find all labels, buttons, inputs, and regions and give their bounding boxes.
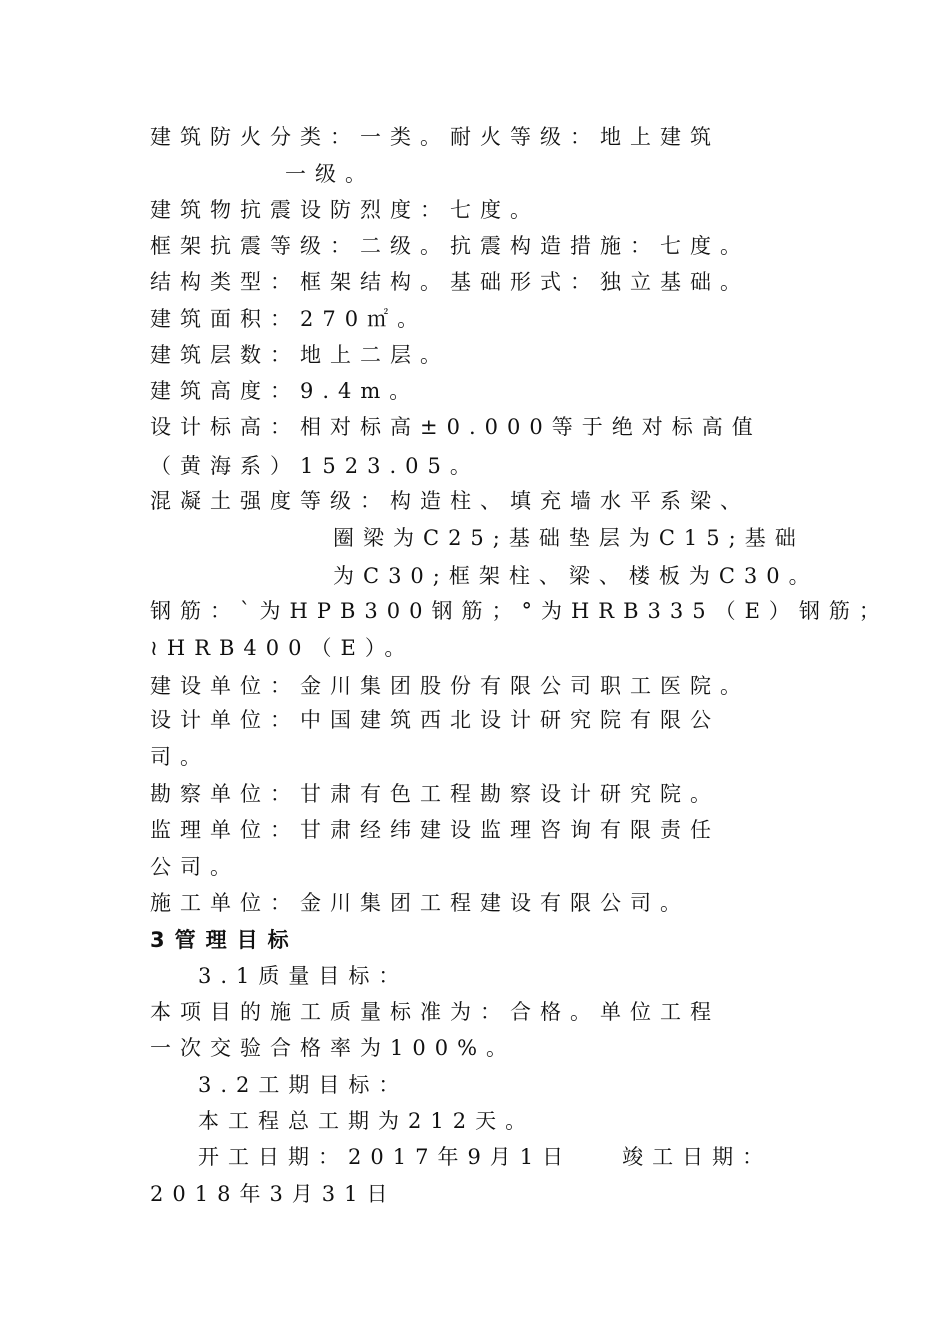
schedule-start-date: 开工日期：2017年9月1日: [198, 1145, 573, 1169]
schedule-target-title: 3.2工期目标：: [198, 1073, 409, 1097]
text-line-structure-type: 结构类型：框架结构。基础形式：独立基础。: [150, 270, 750, 294]
text-line-concrete-grade: 混凝土强度等级：构造柱、填充墙水平系梁、: [150, 489, 750, 513]
text-line-rebar: 钢筋：`为HPB300钢筋；°为HRB335（E）钢筋；: [150, 599, 889, 623]
text-line-concrete-grade-cont-1: 圈梁为C25;基础垫层为C15;基础: [333, 526, 805, 550]
text-line-supervisor-cont: 公司。: [150, 855, 240, 879]
text-line-building-floors: 建筑层数：地上二层。: [150, 343, 450, 367]
text-line-fire-grade: 一级。: [285, 162, 375, 186]
text-line-designer-cont: 司。: [150, 745, 210, 769]
schedule-dates: [198, 1143, 772, 1171]
text-line-supervisor: 监理单位：甘肃经纬建设监理咨询有限责任: [150, 818, 720, 842]
text-line-design-elevation: 设计标高：相对标高±0.000等于绝对标高值: [150, 415, 762, 439]
schedule-total: 本工程总工期为212天。: [198, 1109, 536, 1133]
text-line-designer: 设计单位：中国建筑西北设计研究院有限公: [150, 708, 720, 732]
text-line-seismic-grade: 框架抗震等级：二级。抗震构造措施：七度。: [150, 234, 750, 258]
text-line-rebar-cont: ≀HRB400（E）。: [150, 636, 415, 660]
text-line-owner: 建设单位：金川集团股份有限公司职工医院。: [150, 674, 750, 698]
section-heading: 3管理目标: [150, 928, 299, 952]
text-line-elevation-value: （黄海系）1523.05。: [150, 454, 480, 478]
quality-target-line-1: 本项目的施工质量标准为：合格。单位工程: [150, 1000, 720, 1024]
text-line-building-area: 建筑面积：270㎡。: [150, 307, 428, 331]
schedule-finish-label: 竣工日期：: [622, 1145, 773, 1169]
text-line-fire-class: 建筑防火分类：一类。耐火等级：地上建筑: [150, 125, 720, 149]
text-line-surveyor: 勘察单位：甘肃有色工程勘察设计研究院。: [150, 782, 720, 806]
schedule-finish-date: 2018年3月31日: [150, 1182, 397, 1206]
quality-target-title: 3.1质量目标：: [198, 964, 409, 988]
text-line-contractor: 施工单位：金川集团工程建设有限公司。: [150, 891, 690, 915]
text-line-seismic-intensity: 建筑物抗震设防烈度：七度。: [150, 198, 540, 222]
text-line-building-height: 建筑高度：9.4m。: [150, 379, 420, 403]
text-line-concrete-grade-cont-2: 为C30;框架柱、梁、楼板为C30。: [333, 564, 819, 588]
quality-target-line-2: 一次交验合格率为100%。: [150, 1036, 517, 1060]
